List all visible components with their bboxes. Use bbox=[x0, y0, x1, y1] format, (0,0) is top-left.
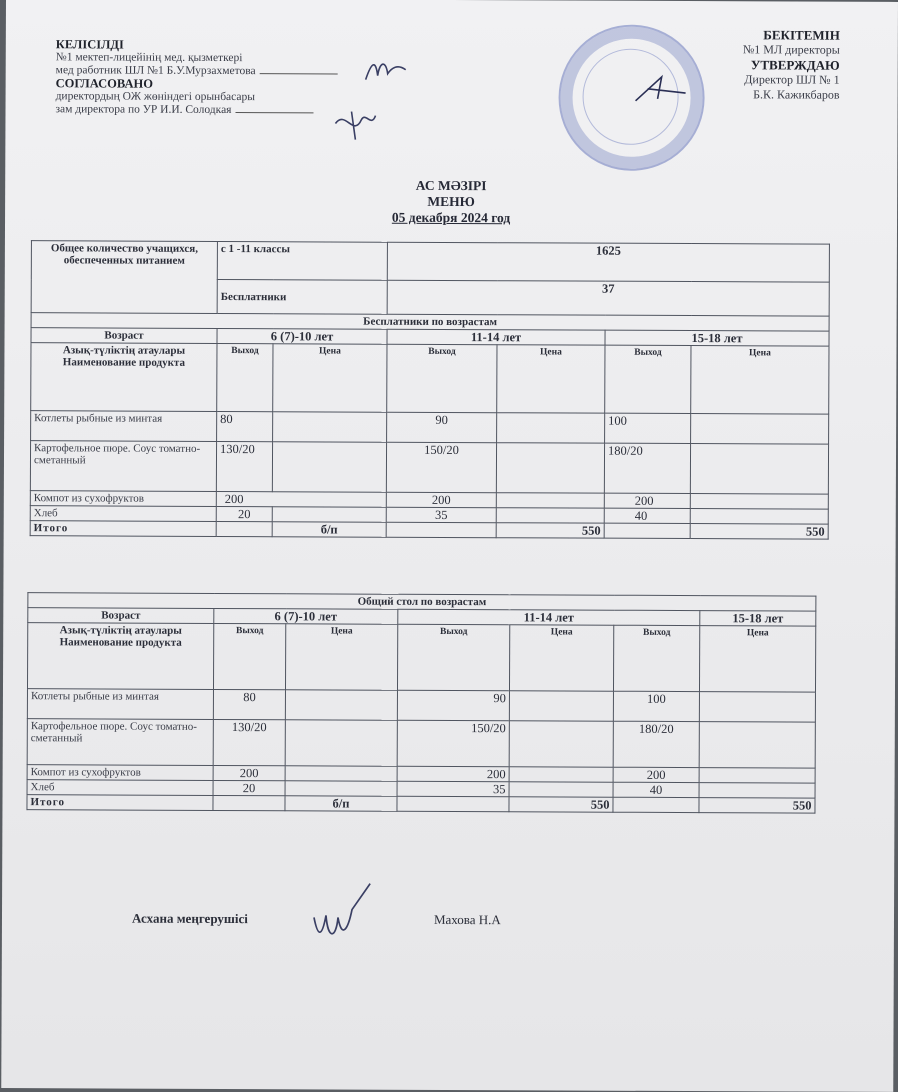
approval-right-title-kz: БЕКІТЕМІН bbox=[763, 27, 840, 43]
table-row bbox=[31, 411, 829, 444]
empty-cell bbox=[213, 795, 285, 810]
table-row bbox=[30, 441, 828, 494]
age-group-2: 11-14 лет bbox=[398, 609, 700, 625]
yield-value: 200 bbox=[397, 766, 509, 781]
yield-value: 90 bbox=[397, 690, 509, 720]
approval-block-right bbox=[743, 27, 840, 102]
price-cell bbox=[699, 783, 815, 799]
yield-value: 40 bbox=[604, 508, 690, 523]
yield-value: 80 bbox=[217, 411, 273, 441]
price-header: Цена bbox=[509, 625, 613, 691]
empty-cell bbox=[216, 521, 272, 536]
yield-value: 180/20 bbox=[613, 721, 699, 767]
summary-row1-label: с 1 -11 классы bbox=[217, 241, 387, 280]
yield-value: 200 bbox=[613, 767, 699, 782]
product-header: Азық-түліктің атаулары Наименование продукта bbox=[31, 343, 217, 412]
price-cell bbox=[496, 493, 604, 508]
approval-right-title-ru: УТВЕРЖДАЮ bbox=[750, 57, 840, 73]
age-header: Возраст bbox=[31, 328, 217, 344]
yield-header: Выход bbox=[387, 344, 497, 412]
age-group-2: 11-14 лет bbox=[387, 329, 605, 345]
yield-value: 100 bbox=[613, 691, 699, 721]
title-ru: МЕНЮ bbox=[427, 193, 475, 210]
price-cell bbox=[509, 782, 613, 797]
table-row bbox=[27, 689, 815, 722]
approval-left-person2: зам директора по УР И.И. Солодкая bbox=[55, 103, 232, 117]
canteen-head-label: Асхана меңгерушісі bbox=[131, 910, 248, 927]
product-name: Компот из сухофруктов bbox=[30, 491, 216, 507]
total-row bbox=[27, 795, 815, 813]
approval-right-position-ru: Директор ШЛ № 1 bbox=[744, 72, 840, 87]
price-cell bbox=[699, 768, 815, 784]
yield-header: Выход bbox=[605, 345, 691, 413]
price-cell bbox=[497, 413, 605, 443]
price-cell bbox=[509, 721, 613, 767]
price-header: Цена bbox=[273, 344, 387, 412]
price-cell bbox=[699, 722, 815, 769]
yield-header: Выход bbox=[213, 623, 285, 689]
yield-value: 20 bbox=[216, 506, 272, 521]
approval-left-title-ru: СОГЛАСОВАНО bbox=[55, 76, 153, 91]
price-header: Цена bbox=[497, 345, 605, 413]
document-title bbox=[5, 176, 897, 228]
total-price: б/п bbox=[285, 796, 397, 811]
price-cell bbox=[509, 767, 613, 782]
canteen-head-signature bbox=[308, 879, 378, 951]
empty-cell bbox=[386, 522, 496, 537]
price-cell bbox=[285, 720, 397, 766]
yield-header: Выход bbox=[397, 624, 509, 690]
table-caption: Общий стол по возрастам bbox=[28, 593, 816, 611]
price-cell bbox=[285, 781, 397, 796]
total-label: Итого bbox=[27, 795, 213, 811]
deputy-signature bbox=[331, 103, 387, 143]
price-cell bbox=[690, 509, 828, 525]
total-label: Итого bbox=[30, 521, 216, 537]
total-price: 550 bbox=[699, 798, 815, 814]
product-name: Картофельное пюре. Соус томатно-сметанный bbox=[27, 719, 213, 766]
general-table bbox=[26, 592, 816, 813]
total-price: 550 bbox=[509, 797, 613, 812]
total-row bbox=[30, 521, 828, 539]
yield-value: 100 bbox=[605, 413, 691, 443]
approval-left-position2-kz: директордың ОЖ жөніндегі орынбасары bbox=[55, 90, 256, 104]
title-kz: АС МӘЗІРІ bbox=[415, 177, 487, 194]
price-cell bbox=[691, 414, 829, 445]
yield-header: Выход bbox=[217, 343, 273, 411]
total-price: б/п bbox=[272, 522, 386, 537]
yield-value: 130/20 bbox=[213, 719, 285, 765]
summary-row2-value: 37 bbox=[387, 280, 829, 316]
yield-value: 200 bbox=[216, 491, 386, 507]
total-price: 550 bbox=[496, 523, 604, 538]
yield-value: 35 bbox=[386, 507, 496, 522]
canteen-head-name: Махова Н.А bbox=[433, 911, 501, 928]
age-group-1: 6 (7)-10 лет bbox=[214, 608, 398, 624]
yield-value: 200 bbox=[386, 492, 496, 507]
yield-value: 40 bbox=[613, 782, 699, 797]
menu-document bbox=[1, 0, 898, 1092]
summary-label: Общее количество учащихся, обеспеченных питанием bbox=[31, 241, 217, 314]
price-cell bbox=[273, 412, 387, 442]
approval-left-title-kz: КЕЛІСІЛДІ bbox=[55, 37, 124, 52]
price-cell bbox=[690, 444, 828, 495]
yield-header: Выход bbox=[613, 625, 699, 691]
price-cell bbox=[272, 442, 386, 492]
signature-line bbox=[235, 112, 313, 113]
director-signature bbox=[632, 71, 692, 107]
approval-right-person: Б.К. Кажикбаров bbox=[753, 87, 840, 102]
product-header: Азық-түліктің атаулары Наименование продукта bbox=[27, 623, 213, 690]
approval-left-person: мед работник ШЛ №1 Б.У.Мурзахметова bbox=[55, 64, 256, 78]
yield-value: 150/20 bbox=[397, 720, 509, 766]
product-name: Хлеб bbox=[27, 780, 213, 796]
yield-value: 130/20 bbox=[216, 441, 272, 491]
price-header: Цена bbox=[691, 346, 829, 415]
yield-value: 20 bbox=[213, 780, 285, 795]
approval-left-position-kz: №1 мектеп-лицейінің мед. қызметкері bbox=[55, 51, 243, 65]
table-caption: Бесплатники по возрастам bbox=[31, 313, 829, 331]
price-cell bbox=[509, 691, 613, 721]
product-name: Котлеты рыбные из минтая bbox=[27, 689, 213, 720]
price-cell bbox=[272, 507, 386, 522]
signature-line bbox=[260, 73, 338, 74]
age-group-3: 15-18 лет bbox=[605, 330, 829, 346]
total-price: 550 bbox=[690, 524, 828, 540]
yield-value: 200 bbox=[604, 493, 690, 508]
price-cell bbox=[285, 766, 397, 781]
product-name: Картофельное пюре. Соус томатно-сметанный bbox=[30, 441, 216, 492]
price-header: Цена bbox=[285, 624, 397, 690]
yield-value: 150/20 bbox=[386, 442, 496, 492]
empty-cell bbox=[604, 523, 690, 538]
yield-value: 80 bbox=[213, 689, 285, 719]
medic-signature bbox=[362, 54, 412, 88]
yield-value: 180/20 bbox=[604, 443, 690, 493]
table-row bbox=[27, 719, 815, 768]
empty-cell bbox=[613, 797, 699, 812]
product-name: Котлеты рыбные из минтая bbox=[31, 411, 217, 442]
price-header: Цена bbox=[699, 626, 815, 693]
approval-block-left bbox=[55, 38, 337, 117]
empty-cell bbox=[397, 796, 509, 811]
product-name: Хлеб bbox=[30, 506, 216, 522]
yield-value: 35 bbox=[397, 781, 509, 796]
approval-right-position-kz: №1 МЛ директоры bbox=[742, 42, 840, 57]
age-header: Возраст bbox=[28, 608, 214, 624]
summary-row2-label: Бесплатники bbox=[217, 279, 387, 314]
product-name: Компот из сухофруктов bbox=[27, 765, 213, 781]
price-cell bbox=[690, 494, 828, 510]
yield-value: 200 bbox=[213, 765, 285, 780]
free-meals-table bbox=[30, 240, 830, 539]
summary-row1-value: 1625 bbox=[387, 242, 829, 282]
price-cell bbox=[496, 508, 604, 523]
price-cell bbox=[699, 692, 815, 723]
price-cell bbox=[496, 443, 604, 493]
age-group-1: 6 (7)-10 лет bbox=[217, 328, 387, 344]
yield-value: 90 bbox=[387, 412, 497, 442]
age-group-3: 15-18 лет bbox=[700, 611, 816, 627]
menu-date: 05 декабря 2024 год bbox=[391, 209, 511, 226]
price-cell bbox=[285, 690, 397, 720]
